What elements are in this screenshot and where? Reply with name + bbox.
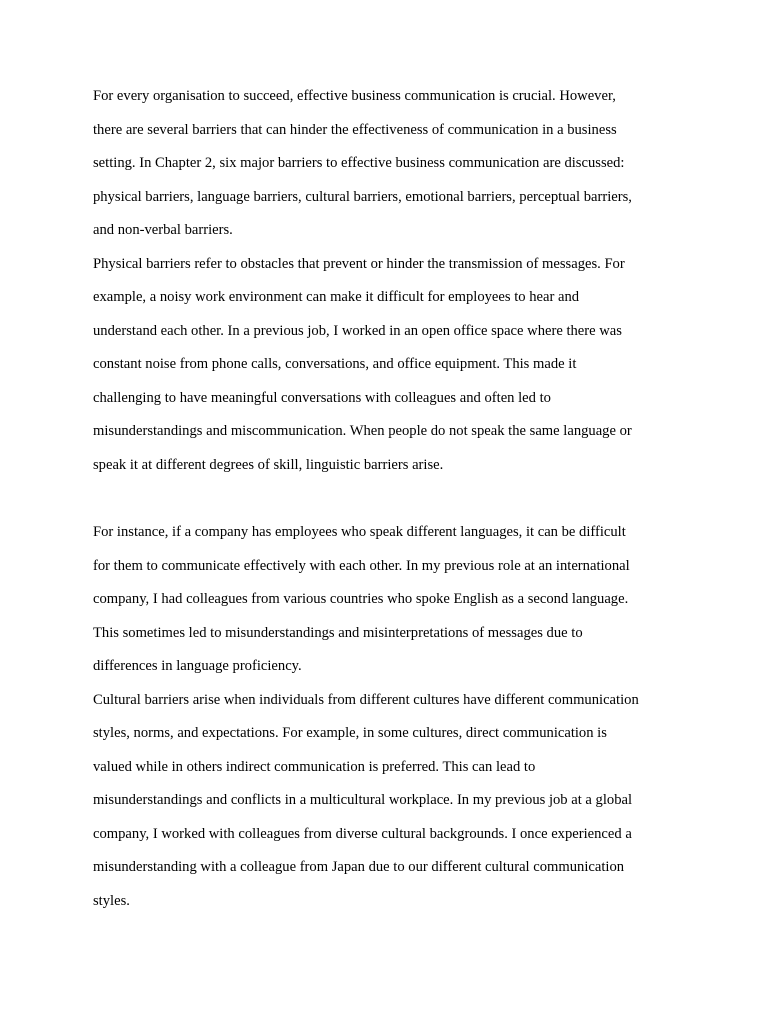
text-line: For instance, if a company has employees who speak different languages, it can be difficult [93,524,626,540]
text-line: company, I had colleagues from various countries who spoke English as a second language. [93,591,629,607]
text-line: misunderstanding with a colleague from Japan due to our different cultural communication [93,859,625,875]
text-line: styles. [93,893,130,909]
text-line: misunderstandings and conflicts in a multicultural workplace. In my previous job at a global [93,792,633,808]
text-line: styles, norms, and expectations. For example, in some cultures, direct communication is [93,725,607,741]
text-line: challenging to have meaningful conversations with colleagues and often led to [93,390,551,406]
text-line: there are several barriers that can hinder the effectiveness of communication in a business [93,122,617,138]
text-line: and non-verbal barriers. [93,222,233,238]
text-line: Cultural barriers arise when individuals from different cultures have different communication [93,692,639,708]
text-line: company, I worked with colleagues from diverse cultural backgrounds. I once experienced a [93,826,632,842]
text-line: speak it at different degrees of skill, linguistic barriers arise. [93,457,444,473]
text-line: example, a noisy work environment can make it difficult for employees to hear and [93,289,580,305]
text-line: Physical barriers refer to obstacles that prevent or hinder the transmission of messages. For [93,256,625,272]
text-line: For every organisation to succeed, effective business communication is crucial. However, [93,88,616,104]
text-line: constant noise from phone calls, conversations, and office equipment. This made it [93,356,577,372]
text-line: This sometimes led to misunderstandings and misinterpretations of messages due to [93,625,583,641]
text-line: misunderstandings and miscommunication. When people do not speak the same language or [93,423,632,439]
text-line: understand each other. In a previous job, I worked in an open office space where there was [93,323,622,339]
text-line: valued while in others indirect communication is preferred. This can lead to [93,759,536,775]
text-line: setting. In Chapter 2, six major barriers to effective business communication are discussed: [93,155,625,171]
text-line: differences in language proficiency. [93,658,302,674]
text-line: physical barriers, language barriers, cultural barriers, emotional barriers, perceptual barriers, [93,189,632,205]
text-line: for them to communicate effectively with each other. In my previous role at an international [93,558,630,574]
